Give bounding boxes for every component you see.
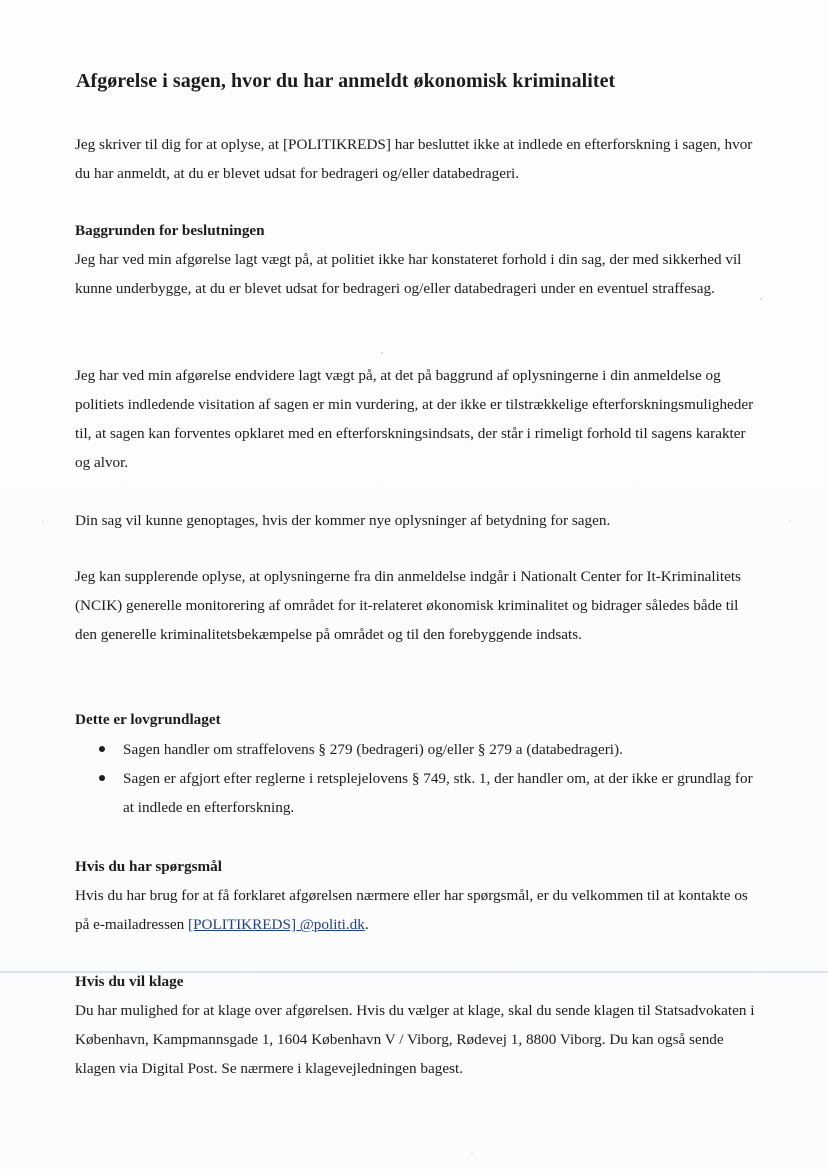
- bullet-icon: [99, 775, 105, 781]
- page-title: Afgørelse i sagen, hvor du har anmeldt økonomisk kriminalitet: [76, 70, 616, 92]
- background-paragraph-1: Jeg har ved min afgørelse lagt vægt på, at politiet ikke har konstateret forhold i din sag, der med sikkerhed vil kunne underbygge, at du er blevet udsat for bedrageri og/eller databedrageri under en eventuel straffesag.: [75, 251, 742, 297]
- complaint-paragraph: Du har mulighed for at klage over afgørelsen. Hvis du vælger at klage, skal du sende klagen til Statsadvokaten i København, Kampmannsgade 1, 1604 København V / Viborg, Rødevej 1, 8800 Viborg. Du kan også sende klagen via Digital Post. Se nærmere i klagevejledningen bagest.: [75, 1002, 755, 1077]
- legal-bullet-text: Sagen handler om straffelovens § 279 (bedrageri) og/eller § 279 a (databedrageri).: [123, 741, 623, 758]
- legal-bullet-text: Sagen er afgjort efter reglerne i retsplejelovens § 749, stk. 1, der handler om, at der ikke er grundlag for at indlede en efterforskning.: [123, 770, 753, 816]
- scan-speck: [42, 521, 44, 523]
- background-heading: Baggrunden for beslutningen: [75, 222, 265, 239]
- intro-paragraph: Jeg skriver til dig for at oplyse, at [POLITIKREDS] har besluttet ikke at indlede en efterforskning i sagen, hvor du har anmeldt, at du er blevet udsat for bedrageri og/eller databedrageri.: [75, 136, 753, 182]
- list-item: [75, 764, 755, 822]
- list-item: [75, 735, 755, 764]
- background-paragraph-2: Jeg har ved min afgørelse endvidere lagt vægt på, at det på baggrund af oplysningerne i din anmeldelse og politiets indledende visitation af sagen er min vurdering, at der ikke er tilstrækkelige efterforskningsmuligheder til, at sagen kan forventes opklaret med en efterforskningsindsats, der står i rimeligt forhold til sagens karakter og alvor.: [75, 367, 754, 471]
- bullet-icon: [99, 746, 105, 752]
- contact-email-link[interactable]: [POLITIKREDS] @politi.dk: [188, 916, 365, 933]
- questions-heading: Hvis du har spørgsmål: [75, 858, 222, 875]
- scan-speck: [381, 352, 383, 354]
- background-paragraph-3: Din sag vil kunne genoptages, hvis der kommer nye oplysninger af betydning for sagen.: [75, 512, 611, 529]
- legal-heading: Dette er lovgrundlaget: [75, 711, 221, 728]
- legal-bullet-list: [75, 735, 755, 822]
- questions-text-end: .: [364, 916, 369, 933]
- questions-text: Hvis du har brug for at få forklaret afgørelsen nærmere eller har spørgsmål, er du velkommen til at kontakte os på e-mailadressen: [75, 887, 748, 933]
- background-paragraph-4: Jeg kan supplerende oplyse, at oplysningerne fra din anmeldelse indgår i Nationalt Center for It-Kriminalitets (NCIK) generelle monitorering af området for it-relateret økonomisk kriminalitet og bidrager således både til den generelle kriminalitetsbekæmpelse på området og til den forebyggende indsats.: [75, 568, 741, 643]
- scan-speck: [789, 520, 791, 522]
- scan-speck: [471, 1152, 473, 1154]
- scan-speck: [760, 298, 762, 300]
- questions-paragraph: [75, 881, 755, 939]
- complaint-heading: Hvis du vil klage: [75, 973, 184, 990]
